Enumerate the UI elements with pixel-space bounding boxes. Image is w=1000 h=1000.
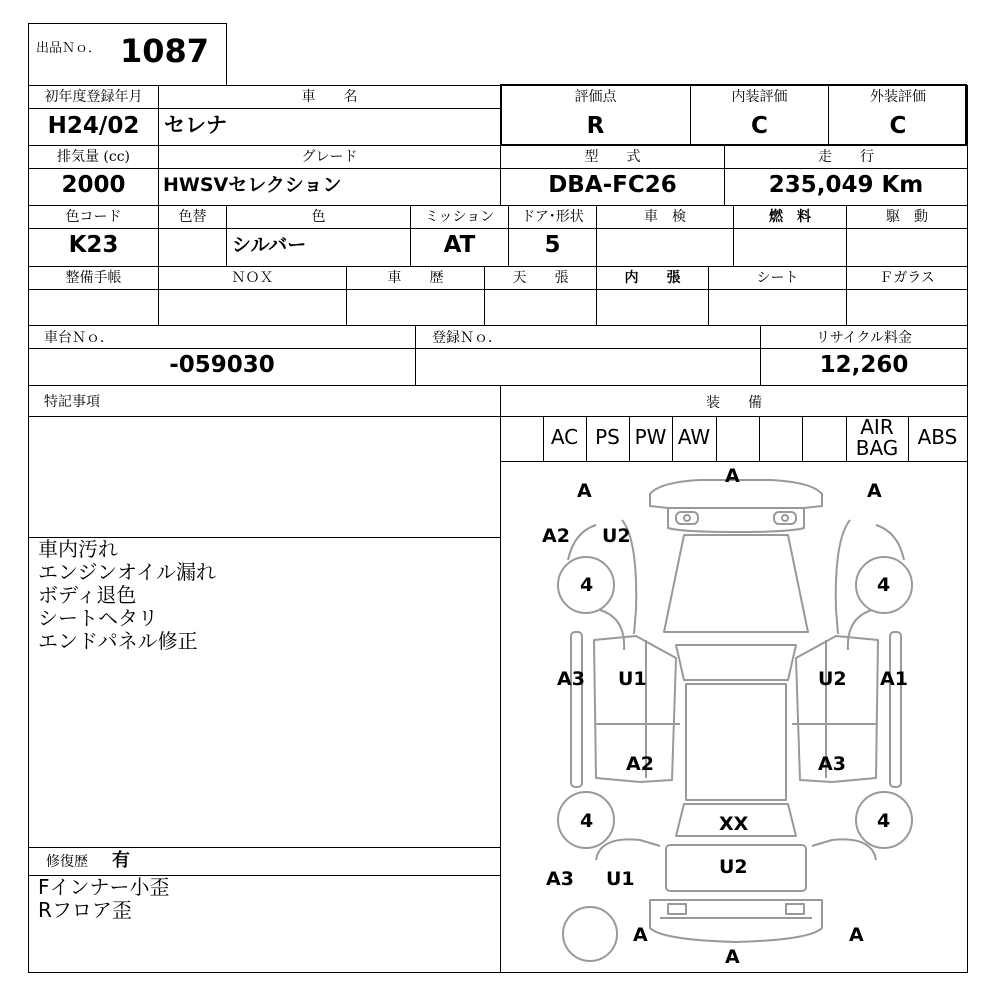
mark-left-quarter-a: A3 (546, 868, 574, 890)
mark-front-left-corner: A (577, 480, 592, 502)
mark-front-right-corner: A (867, 480, 882, 502)
roof-label: 天 張 (512, 270, 569, 286)
mark-back-door: U2 (719, 856, 748, 878)
mark-front-bumper: A (725, 465, 740, 487)
equip-ps: PS (595, 425, 620, 449)
mark-rear-window: XX (719, 813, 749, 835)
color: シルバー (232, 234, 307, 256)
notes-label: 特記事項 (44, 394, 100, 410)
interior-grade: C (751, 113, 768, 139)
fuel-label: 燃 料 (769, 209, 811, 225)
maintenance-label: 整備手帳 (65, 270, 122, 286)
note-item: 車内汚れ (38, 537, 118, 561)
equip-abs: ABS (917, 425, 958, 449)
car-name-label: 車 名 (301, 89, 358, 105)
mark-right-front-door-u: U2 (818, 668, 847, 690)
equip-pw: PW (634, 425, 667, 449)
note-item: エンジンオイル漏れ (38, 560, 216, 584)
mark-rear-right-corner: A (849, 924, 864, 946)
mark-left-rear-tire: 4 (580, 810, 594, 832)
mark-left-fender-a: A2 (542, 525, 570, 547)
equip-aw: AW (677, 425, 711, 449)
roof-shape (686, 684, 786, 800)
windshield-shape (676, 645, 796, 680)
first-registration: H24/02 (47, 113, 140, 139)
lot-number-label: 出品Ｎｏ． (36, 41, 102, 56)
mileage: 235,049 Km (768, 172, 924, 198)
lot-number: 1087 (120, 32, 210, 70)
grade-label: グレード (301, 149, 358, 165)
spare-tire (563, 907, 617, 961)
color-label: 色 (311, 209, 326, 225)
left-front-fender (568, 525, 596, 560)
mark-right-front-tire: 4 (877, 574, 891, 596)
nox-label: ＮＯＸ (231, 270, 274, 286)
mark-right-front-door-a: A1 (880, 668, 908, 690)
model-code: DBA-FC26 (548, 172, 677, 198)
note-item: ボディ退色 (38, 583, 137, 607)
mark-right-rear-tire: 4 (877, 810, 891, 832)
equip-airbag-line2: BAG (855, 436, 899, 460)
front-bumper-shape (650, 480, 822, 532)
note-item: シートヘタリ (38, 606, 158, 630)
equip-airbag-line1: AIR (860, 415, 894, 439)
mission-label: ミッション (424, 209, 495, 225)
color-code-label: 色コード (65, 209, 122, 225)
mark-rear-left-corner: A (633, 924, 648, 946)
mileage-label: 走 行 (818, 149, 874, 165)
door-label: ドア･形状 (521, 209, 584, 225)
mission: AT (443, 232, 476, 258)
recycle-label: リサイクル料金 (815, 330, 913, 346)
equipment-label: 装 備 (706, 395, 762, 411)
displacement: 2000 (61, 172, 126, 198)
seat-label: シート (756, 270, 799, 286)
exterior-grade-label: 外装評価 (870, 89, 926, 105)
registration-label: 登録Ｎｏ． (432, 330, 502, 346)
interior-trim-label: 内 張 (624, 270, 681, 286)
recycle-fee: 12,260 (819, 352, 909, 378)
displacement-label: 排気量 (cc) (56, 149, 131, 165)
mark-left-front-door-u: U1 (618, 668, 647, 690)
equip-ac: AC (550, 425, 579, 449)
interior-grade-label: 内装評価 (731, 89, 788, 105)
door-count: 5 (544, 232, 561, 258)
fglass-label: Ｆガラス (879, 270, 935, 286)
chassis-label: 車台Ｎｏ． (44, 330, 114, 346)
score: R (586, 113, 605, 139)
mark-left-fender-u: U2 (602, 525, 631, 547)
note-item: エンドパネル修正 (38, 629, 198, 653)
hood-shape (664, 535, 808, 632)
history-label: 車 歴 (387, 270, 444, 286)
right-front-fender (876, 525, 904, 560)
grade: HWSVセレクション (163, 174, 342, 196)
inspection-label: 車 検 (644, 209, 686, 225)
mark-left-front-door-a: A3 (557, 668, 585, 690)
mark-left-front-tire: 4 (580, 574, 594, 596)
mark-right-rear-door: A3 (818, 753, 846, 775)
repair-item: Fインナー小歪 (38, 875, 170, 899)
exterior-grade: C (889, 113, 907, 139)
score-label: 評価点 (574, 89, 617, 105)
repair-item: Rフロア歪 (38, 898, 132, 922)
repair-value: 有 (112, 850, 130, 871)
car-name: セレナ (164, 113, 227, 137)
color-change-label: 色替 (178, 209, 207, 225)
repair-label: 修復歴 (46, 854, 88, 870)
mark-rear-bumper: A (725, 946, 740, 968)
mark-left-rear-door: A2 (626, 753, 654, 775)
color-code: K23 (68, 232, 119, 258)
drive-label: 駆 動 (886, 209, 928, 225)
chassis-number: -059030 (169, 352, 275, 378)
mark-left-quarter-u: U1 (606, 868, 635, 890)
year-label: 初年度登録年月 (44, 89, 143, 105)
rear-bumper-shape (650, 900, 822, 942)
model-label: 型 式 (584, 149, 641, 165)
